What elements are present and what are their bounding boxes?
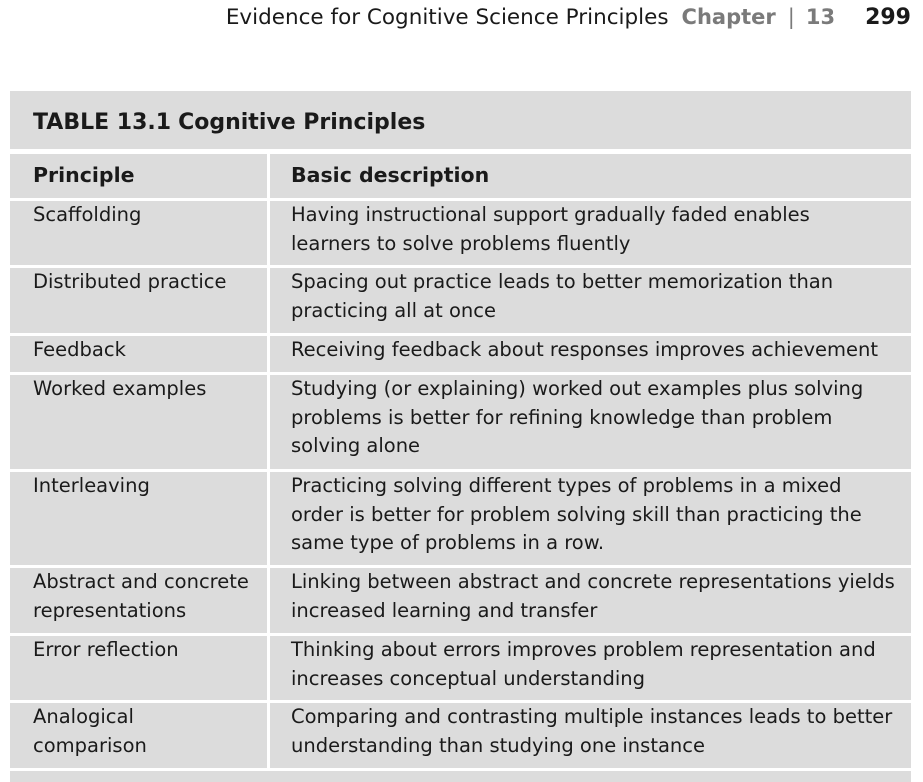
row-divider (10, 198, 911, 201)
caption-divider (10, 149, 911, 154)
table-caption-title: Cognitive Principles (178, 110, 426, 135)
description-cell: same type of problems in a row. (291, 531, 605, 554)
principle-cell: comparison (33, 733, 147, 757)
column-header-description: Basic description (291, 163, 490, 187)
row-divider (10, 265, 911, 268)
row-divider (10, 633, 911, 636)
description-cell: practicing all at once (291, 298, 496, 322)
principle-cell: Error reflection (33, 638, 179, 661)
running-head-title: Evidence for Cognitive Science Principles (225, 5, 669, 30)
description-cell: Practicing solving different types of problems in a mixed (291, 474, 842, 497)
principle-cell: Worked examples (33, 377, 207, 400)
description-cell: learners to solve problems fluently (291, 231, 631, 255)
description-cell: solving alone (291, 434, 421, 457)
row-divider (10, 768, 911, 771)
column-divider (267, 154, 270, 771)
principle-cell: Distributed practice (33, 270, 227, 293)
description-cell: Thinking about errors improves problem representation and (291, 638, 876, 661)
running-head-chapter-number: 13 (805, 5, 836, 29)
description-cell: understanding than studying one instance (291, 733, 705, 757)
cognitive-principles-table (10, 91, 911, 782)
row-divider (10, 333, 911, 336)
description-cell: Spacing out practice leads to better memorization than (291, 270, 834, 293)
running-head-chapter-word: Chapter (681, 5, 776, 29)
description-cell: order is better for problem solving skill than practicing the (291, 502, 862, 526)
table-caption-label: TABLE 13.1 (33, 110, 172, 135)
description-cell: Studying (or explaining) worked out examples plus solving (291, 377, 864, 400)
page-number: 299 (865, 5, 911, 30)
running-head (226, 5, 911, 39)
principle-cell: Feedback (33, 338, 126, 361)
principle-cell: Scaffolding (33, 203, 142, 226)
description-cell: increases conceptual understanding (291, 666, 645, 690)
description-cell: Linking between abstract and concrete representations yields (291, 570, 895, 593)
row-divider (10, 469, 911, 472)
running-head-separator: | (787, 5, 795, 29)
description-cell: Having instructional support gradually faded enables (291, 203, 810, 226)
principle-cell: representations (33, 598, 187, 622)
principle-cell: Abstract and concrete (33, 570, 249, 593)
row-divider (10, 372, 911, 375)
row-divider (10, 700, 911, 703)
table-caption (33, 110, 425, 135)
description-cell: Receiving feedback about responses improves achievement (291, 338, 879, 361)
principle-cell: Interleaving (33, 474, 150, 497)
principle-cell: Analogical (33, 705, 134, 728)
description-cell: increased learning and transfer (291, 598, 598, 622)
row-divider (10, 565, 911, 568)
description-cell: Comparing and contrasting multiple instances leads to better (291, 705, 893, 728)
column-header-principle: Principle (33, 163, 135, 187)
description-cell: problems is better for refining knowledge than problem (291, 405, 833, 429)
